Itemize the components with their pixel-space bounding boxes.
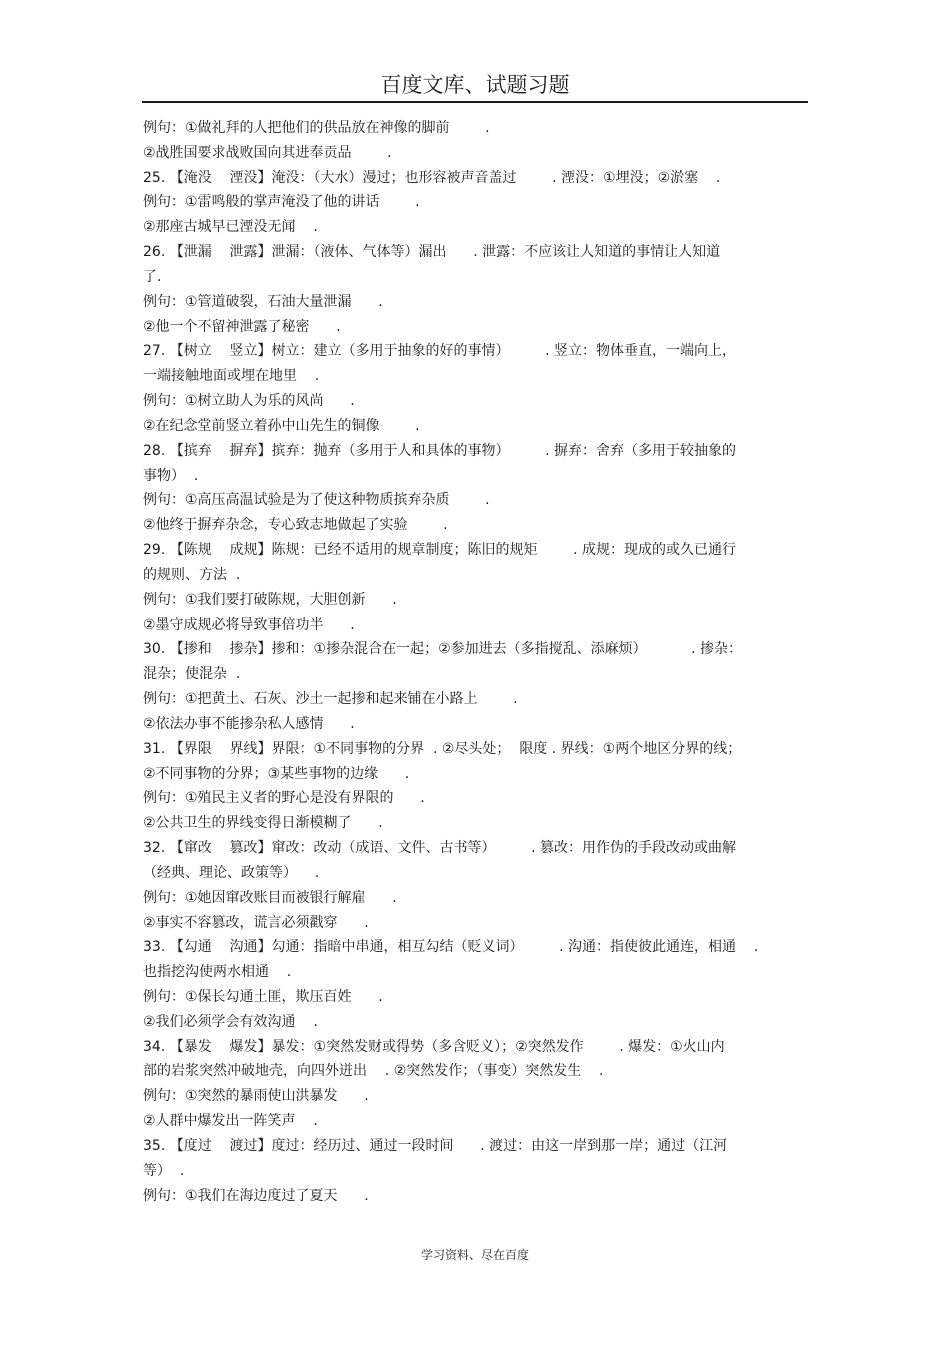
text-line: 28. 【摈弃 摒弃】摈弃：抛弃（多用于人和具体的事物） . 摒弃：舍弃（多用于较抽象的: [143, 442, 737, 459]
text-line: 34. 【暴发 爆发】暴发：①突然发财或得势（多含贬义）；②突然发作 . 爆发：①火山内: [143, 1038, 725, 1055]
text-line: 31. 【界限 界线】界限：①不同事物的分界 . ②尽头处； 限度 . 界线：①两个地区分界的线；: [143, 740, 742, 757]
text-line: 30. 【掺和 掺杂】掺和：①掺杂混合在一起；②参加进去（多指搅乱、添麻烦） . 掺杂：: [143, 641, 743, 658]
text-line: ②人群中爆发出一阵笑声 .: [143, 1113, 318, 1130]
page-footer: 学习资料、尽在百度: [420, 1248, 529, 1262]
text-line: 例句：①树立助人为乐的风尚 .: [143, 393, 355, 410]
text-line: 26. 【泄漏 泄露】泄漏：（液体、气体等）漏出 . 泄露：不应该让人知道的事情让人知道: [143, 244, 721, 261]
text-line: 33. 【勾通 沟通】勾通：指暗中串通，相互勾结（贬义词） . 沟通：指使彼此通连，相通 .: [143, 939, 759, 956]
text-line: 例句：①把黄土、石灰、沙土一起掺和起来铺在小路上 .: [143, 691, 518, 708]
text-line: 例句：①雷鸣般的掌声淹没了他的讲话 .: [143, 194, 420, 211]
text-line: ②在纪念堂前竖立着孙中山先生的铜像 .: [143, 417, 420, 434]
text-line: 一端接触地面或埋在地里 .: [143, 368, 320, 385]
header-divider: [142, 101, 808, 103]
text-line: ②墨守成规必将导致事倍功半 .: [143, 616, 355, 633]
text-line: ②他一个不留神泄露了秘密 .: [143, 318, 341, 335]
text-line: ②依法办事不能掺杂私人感情 .: [143, 715, 355, 732]
text-line: 32. 【窜改 篡改】窜改：改动（成语、文件、古书等） . 篡改：用作伪的手段改动或曲解: [143, 840, 737, 857]
text-line: 例句：①我们要打破陈规，大胆创新 .: [143, 591, 397, 608]
text-line: ②战胜国要求战败国向其进奉贡品 .: [143, 144, 392, 161]
text-line: 例句：①保长勾通土匪，欺压百姓 .: [143, 988, 383, 1005]
text-line: ②事实不容篡改，谎言必须戳穿 .: [143, 914, 369, 931]
text-line: 例句：①高压高温试验是为了使这种物质摈弃杂质 .: [143, 492, 490, 509]
text-line: 例句：①做礼拜的人把他们的供品放在神像的脚前 .: [143, 120, 490, 136]
text-line: 例句：①我们在海边度过了夏天 .: [143, 1187, 369, 1204]
entry-list: [143, 116, 808, 1208]
text-line: 27. 【树立 竖立】树立：建立（多用于抽象的好的事情） . 竖立：物体垂直，一端向上，: [143, 343, 737, 360]
text-line: 例句：①殖民主义者的野心是没有界限的 .: [143, 790, 425, 807]
text-line: 25. 【淹没 湮没】淹没：（大水）漫过；也形容被声音盖过 . 湮没：①埋没；②淤塞 .: [143, 169, 721, 186]
text-line: ②不同事物的分界；③某些事物的边缘 .: [143, 765, 410, 782]
text-line: （经典、理论、政策等） .: [143, 864, 320, 881]
text-line: 35. 【度过 渡过】度过：经历过、通过一段时间 . 渡过：由这一岸到那一岸；通过（江河: [143, 1137, 728, 1154]
text-line: 也指挖沟使两水相通 .: [143, 964, 292, 981]
text-line: 了.: [143, 268, 162, 285]
text-line: 部的岩浆突然冲破地壳，向四外迸出 . ②突然发作；（事变）突然发生 .: [143, 1063, 604, 1080]
text-line: 混杂；使混杂 .: [143, 666, 241, 683]
text-line: 例句：①她因窜改账目而被银行解雇 .: [143, 889, 397, 906]
text-line: ②公共卫生的界线变得日渐模糊了 .: [143, 815, 383, 832]
text-line: ②我们必须学会有效沟通 .: [143, 1013, 318, 1030]
text-line: 的规则、方法 .: [143, 566, 241, 583]
text-line: ②那座古城早已湮没无闻 .: [143, 219, 318, 236]
text-line: 等） .: [143, 1162, 185, 1179]
text-line: 29. 【陈规 成规】陈规：已经不适用的规章制度；陈旧的规矩 . 成规：现成的或久已通行: [143, 542, 737, 559]
text-line: 例句：①管道破裂，石油大量泄漏 .: [143, 293, 383, 310]
text-line: ②他终于摒弃杂念，专心致志地做起了实验 .: [143, 517, 448, 534]
text-line: 事物） .: [143, 467, 199, 484]
text-line: 例句：①突然的暴雨使山洪暴发 .: [143, 1088, 369, 1105]
page-header-title: 百度文库、试题习题: [380, 73, 570, 97]
